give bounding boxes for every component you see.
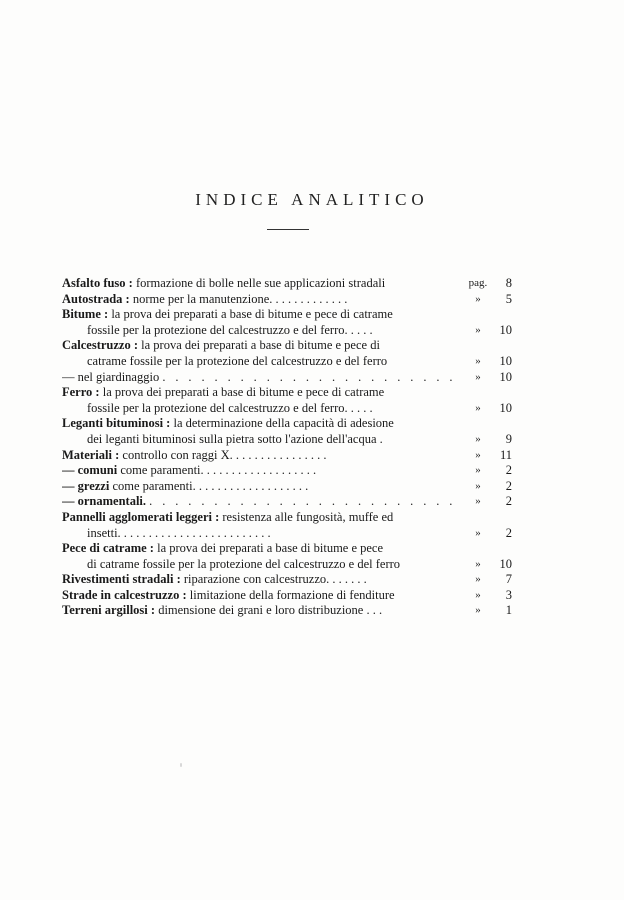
- page-ref-marker: »: [475, 495, 481, 508]
- page-title: INDICE ANALITICO: [195, 190, 429, 209]
- index-description: dimensione dei grani e loro distribuzione . . .: [158, 603, 383, 618]
- index-entry-line: [62, 541, 498, 557]
- paper-speck: [180, 763, 182, 767]
- page-number: 2: [505, 478, 512, 493]
- page-number: 8: [505, 276, 512, 290]
- index-description: formazione di bolle nelle sue applicazioni stradali: [135, 276, 386, 290]
- index-description: riparazione con calcestruzzo. . . . . . .: [183, 572, 367, 587]
- page-number: 1: [505, 603, 512, 618]
- index-entry-line: [62, 572, 512, 588]
- index-term: — nel giardinaggio: [62, 369, 160, 384]
- index-entry-continuation: [62, 556, 512, 573]
- index-entry: [62, 587, 512, 604]
- page-number: 10: [499, 353, 512, 368]
- page-ref-marker: »: [475, 526, 481, 539]
- index-term: Rivestimenti stradali :: [62, 572, 181, 587]
- index-term: Strade in calcestruzzo :: [62, 587, 187, 602]
- page-number: 2: [505, 463, 512, 478]
- index-entry: [62, 494, 512, 510]
- index-description: la prova dei preparati a base di bitume e pece di catrame: [102, 385, 385, 400]
- index-description: la prova dei preparati a base di bitume e pece di catrame: [111, 307, 393, 322]
- index-entry: [62, 603, 512, 619]
- page-ref-marker: »: [475, 448, 481, 461]
- index-entry-continuation: [62, 525, 512, 542]
- index-entry-line: [62, 494, 512, 510]
- index-entry-line: [62, 369, 512, 386]
- index-entry: [62, 541, 512, 572]
- index-term: Calcestruzzo :: [62, 338, 139, 353]
- index-description: come paramenti. . . . . . . . . . . . . . . . . . .: [112, 478, 309, 493]
- page-ref-marker: »: [475, 323, 481, 336]
- index-entry: [62, 416, 512, 447]
- index-entry-line: [62, 603, 512, 619]
- index-description: norme per la manutenzione. . . . . . . . . . . . .: [132, 291, 348, 306]
- title-divider: [267, 229, 309, 230]
- index-entry-line: [62, 385, 498, 401]
- index-entry-line: [62, 276, 512, 292]
- index-entry-line: [62, 587, 512, 604]
- page-ref-marker: »: [475, 432, 481, 445]
- index-entry: [62, 463, 512, 479]
- index-entry-line: [62, 447, 512, 464]
- index-term: Bitume :: [62, 307, 109, 322]
- index-description: resistenza alle fungosità, muffe ed: [222, 509, 394, 524]
- index-entry: [62, 478, 512, 495]
- page-number: 3: [505, 587, 512, 602]
- page-number: 5: [505, 291, 512, 306]
- index-term: Pece di catrame :: [62, 541, 154, 556]
- index-term: Ferro :: [62, 385, 100, 400]
- index-term: Terreni argillosi :: [62, 603, 156, 618]
- page-number: 10: [499, 369, 512, 384]
- index-entry-continuation: [62, 400, 512, 417]
- page-ref-marker: »: [475, 479, 481, 492]
- page-number: 9: [505, 431, 512, 446]
- index-entry-line: [62, 463, 512, 479]
- index-term: — comuni: [62, 463, 118, 478]
- index-entry: [62, 369, 512, 386]
- index-entry: [62, 385, 512, 416]
- index-description: insetti. . . . . . . . . . . . . . . . . . . . . . . . .: [87, 525, 271, 540]
- index-entry-continuation: [62, 353, 512, 370]
- index-description: dei leganti bituminosi sulla pietra sotto l'azione dell'acqua .: [87, 431, 383, 446]
- index-description: la determinazione della capacità di adesione: [173, 416, 394, 431]
- index-description: controllo con raggi X. . . . . . . . . . . . . . . .: [122, 447, 327, 462]
- page-ref-marker: »: [475, 370, 481, 383]
- page-number: 2: [505, 525, 512, 540]
- index-description: la prova dei preparati a base di bitume e pece di: [141, 338, 380, 353]
- page-ref-marker: »: [475, 464, 481, 477]
- page-number: 7: [505, 572, 512, 587]
- page-ref-marker: »: [475, 292, 481, 305]
- index-description: fossile per la protezione del calcestruzzo e del ferro. . . . .: [87, 322, 373, 337]
- page-number: 10: [499, 400, 512, 415]
- index-entry: [62, 276, 512, 292]
- index-entry-line: [62, 478, 512, 495]
- page-ref-marker: »: [475, 401, 481, 414]
- index-description: limitazione della formazione di fenditure: [189, 587, 395, 602]
- index-description: di catrame fossile per la protezione del calcestruzzo e del ferro: [87, 556, 401, 571]
- index-entry-continuation: [62, 431, 512, 448]
- index-entry-continuation: [62, 322, 512, 339]
- index-entry-line: [62, 307, 498, 323]
- page-number: 11: [499, 447, 512, 462]
- index-description: come paramenti. . . . . . . . . . . . . . . . . . .: [120, 463, 317, 478]
- index-term: — grezzi: [62, 478, 110, 493]
- index-entry-line: [62, 510, 498, 526]
- index-entry-line: [62, 291, 512, 308]
- page-number: 10: [499, 556, 512, 571]
- page-number: 2: [505, 494, 512, 509]
- index-term: Pannelli agglomerati leggeri :: [62, 509, 220, 524]
- index-description: . . . . . . . . . . . . . . . . . . . . . . .: [162, 369, 456, 384]
- page-ref-marker: »: [475, 557, 481, 570]
- index-entry: [62, 291, 512, 308]
- page-ref-marker: »: [475, 354, 481, 367]
- index-term: — ornamentali.: [62, 494, 147, 509]
- index-description: fossile per la protezione del calcestruzzo e del ferro. . . . .: [87, 400, 373, 415]
- index-term: Leganti bituminosi :: [62, 416, 171, 431]
- index-term: Materiali :: [62, 447, 120, 462]
- index-term: Autostrada :: [62, 291, 130, 306]
- index-entry: [62, 572, 512, 588]
- page-ref-marker: »: [475, 573, 481, 586]
- index-entry-line: [62, 416, 498, 432]
- index-term: Asfalto fuso :: [62, 276, 133, 290]
- index-entry: [62, 509, 512, 541]
- index-entry: [62, 307, 512, 338]
- page-ref-marker: pag.: [468, 277, 488, 289]
- index-description: la prova dei preparati a base di bitume e pece: [157, 541, 384, 556]
- index-description: . . . . . . . . . . . . . . . . . . . . . . . .: [149, 494, 456, 509]
- index-entry: [62, 447, 512, 464]
- page-number: 10: [499, 322, 512, 337]
- index-entry: [62, 338, 512, 369]
- index-description: catrame fossile per la protezione del calcestruzzo e del ferro: [87, 353, 388, 368]
- page-ref-marker: »: [475, 588, 481, 601]
- index-list: [62, 276, 512, 619]
- index-entry-line: [62, 338, 498, 354]
- page-ref-marker: »: [475, 604, 481, 617]
